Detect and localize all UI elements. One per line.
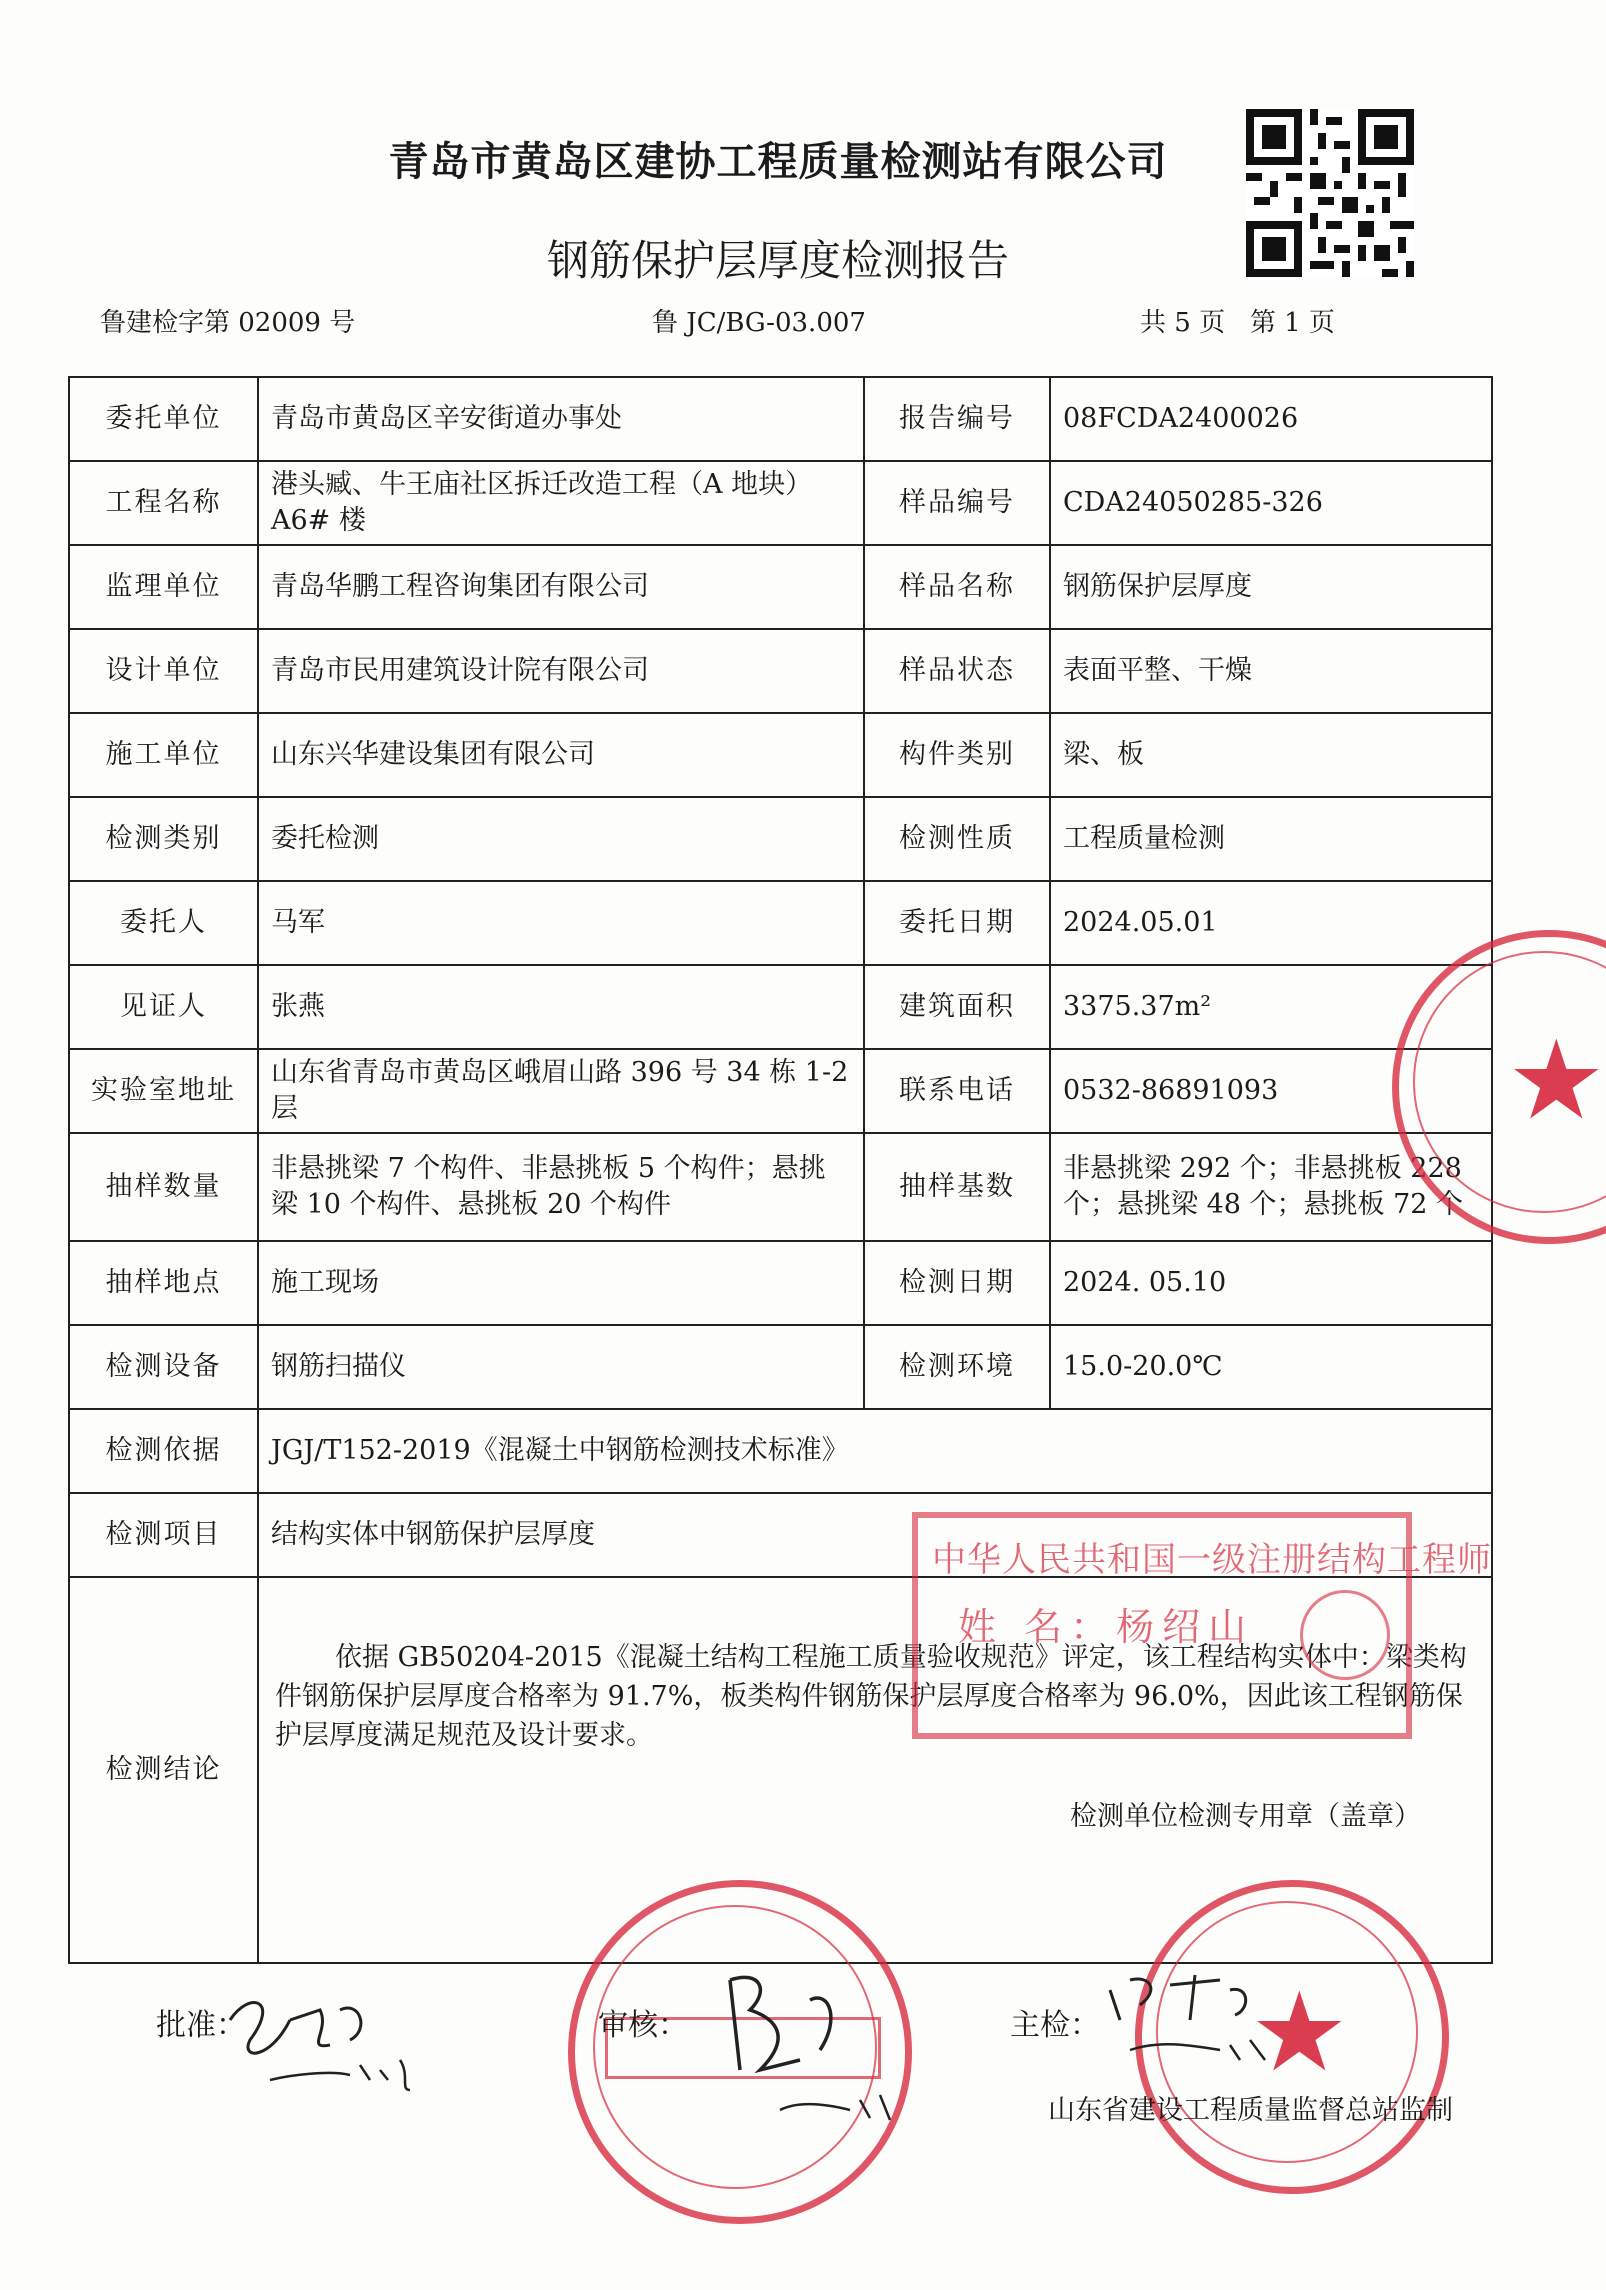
field-value: 工程质量检测 xyxy=(1050,797,1492,881)
field-label: 检测性质 xyxy=(864,797,1050,881)
license-number: 鲁建检字第 02009 号 xyxy=(100,308,356,338)
lead-label: 主检： xyxy=(1010,2008,1100,2043)
field-value: 08FCDA2400026 xyxy=(1050,377,1492,461)
field-value: 钢筋扫描仪 xyxy=(258,1325,864,1409)
page-info: 共 5 页 第 1 页 xyxy=(1140,308,1335,338)
footer-text: 山东省建设工程质量监督总站监制 xyxy=(1048,2095,1453,2126)
basis-label: 检测依据 xyxy=(69,1409,258,1493)
report-title: 钢筋保护层厚度检测报告 xyxy=(546,236,1009,285)
conclusion-label: 检测结论 xyxy=(69,1577,258,1963)
company-name: 青岛市黄岛区建协工程质量检测站有限公司 xyxy=(388,138,1168,185)
table-row xyxy=(69,797,1492,881)
field-label: 检测日期 xyxy=(864,1241,1050,1325)
item-label: 检测项目 xyxy=(69,1493,258,1577)
field-label: 样品编号 xyxy=(864,461,1050,545)
table-row xyxy=(69,1133,1492,1241)
table-row xyxy=(69,461,1492,545)
field-label: 检测环境 xyxy=(864,1325,1050,1409)
field-label: 报告编号 xyxy=(864,377,1050,461)
emblem-icon xyxy=(1300,1590,1390,1680)
inspector-signature xyxy=(1100,1960,1300,2090)
field-value: 施工现场 xyxy=(258,1241,864,1325)
field-value: 张燕 xyxy=(258,965,864,1049)
field-value: 3375.37m² xyxy=(1050,965,1492,1049)
field-label: 抽样数量 xyxy=(69,1133,258,1241)
field-label: 监理单位 xyxy=(69,545,258,629)
field-value: 山东省青岛市黄岛区峨眉山路 396 号 34 栋 1-2 层 xyxy=(258,1049,864,1133)
field-value: 委托检测 xyxy=(258,797,864,881)
seal-note: 检测单位检测专用章（盖章） xyxy=(1070,1801,1421,1833)
star-icon: ★ xyxy=(1250,1968,1349,2096)
field-value: 青岛华鹏工程咨询集团有限公司 xyxy=(258,545,864,629)
table-row xyxy=(69,629,1492,713)
field-label: 委托日期 xyxy=(864,881,1050,965)
engineer-stamp-title: 中华人民共和国一级注册结构工程师 xyxy=(932,1540,1492,1580)
field-label: 设计单位 xyxy=(69,629,258,713)
field-label: 施工单位 xyxy=(69,713,258,797)
approve-label: 批准： xyxy=(156,2008,246,2043)
table-row xyxy=(69,1241,1492,1325)
field-value: 非悬挑梁 7 个构件、非悬挑板 5 个构件；悬挑梁 10 个构件、悬挑板 20 个构件 xyxy=(258,1133,864,1241)
table-row xyxy=(69,881,1492,965)
field-value: 非悬挑梁 292 个；非悬挑板 228 个；悬挑梁 48 个；悬挑板 72 个 xyxy=(1050,1133,1492,1241)
field-value: 青岛市黄岛区辛安街道办事处 xyxy=(258,377,864,461)
field-value: 2024. 05.10 xyxy=(1050,1241,1492,1325)
table-row xyxy=(69,1325,1492,1409)
engineer-stamp-name: 姓 名：杨绍山 xyxy=(958,1605,1255,1649)
field-value: 15.0-20.0℃ xyxy=(1050,1325,1492,1409)
table-row xyxy=(69,713,1492,797)
field-label: 检测设备 xyxy=(69,1325,258,1409)
field-label: 见证人 xyxy=(69,965,258,1049)
table-row xyxy=(69,545,1492,629)
field-value: 梁、板 xyxy=(1050,713,1492,797)
field-value: CDA24050285-326 xyxy=(1050,461,1492,545)
field-label: 样品名称 xyxy=(864,545,1050,629)
item-value: 结构实体中钢筋保护层厚度 xyxy=(258,1493,1492,1577)
table-row xyxy=(69,377,1492,461)
field-value: 马军 xyxy=(258,881,864,965)
star-icon: ★ xyxy=(1507,1016,1606,1144)
engineer-stamp xyxy=(912,1512,1492,1739)
basis-row xyxy=(69,1409,1492,1493)
basis-value: JGJ/T152-2019《混凝土中钢筋检测技术标准》 xyxy=(258,1409,1492,1493)
approver-signature xyxy=(210,1980,440,2100)
table-row xyxy=(69,965,1492,1049)
field-label: 委托单位 xyxy=(69,377,258,461)
form-code: 鲁 JC/BG-03.007 xyxy=(652,308,866,338)
field-label: 实验室地址 xyxy=(69,1049,258,1133)
field-value: 0532-86891093 xyxy=(1050,1049,1492,1133)
qr-code-icon xyxy=(1246,108,1414,278)
field-value: 表面平整、干燥 xyxy=(1050,629,1492,713)
field-label: 建筑面积 xyxy=(864,965,1050,1049)
review-label: 审核： xyxy=(598,2008,688,2043)
field-label: 委托人 xyxy=(69,881,258,965)
field-value: 钢筋保护层厚度 xyxy=(1050,545,1492,629)
field-label: 构件类别 xyxy=(864,713,1050,797)
conclusion-text: 依据 GB50204-2015《混凝土结构工程施工质量验收规范》评定，该工程结构实体中：梁类构件钢筋保护层厚度合格率为 91.7%，板类构件钢筋保护层厚度合格率为 96.0%，因此该工程钢筋保护层厚度满足规范及设计要求。 xyxy=(275,1642,1467,1752)
field-value: 青岛市民用建筑设计院有限公司 xyxy=(258,629,864,713)
field-label: 检测类别 xyxy=(69,797,258,881)
table-row xyxy=(69,1049,1492,1133)
field-label: 样品状态 xyxy=(864,629,1050,713)
reviewer-signature xyxy=(690,1960,920,2130)
field-value: 山东兴华建设集团有限公司 xyxy=(258,713,864,797)
field-label: 工程名称 xyxy=(69,461,258,545)
field-label: 联系电话 xyxy=(864,1049,1050,1133)
field-label: 抽样地点 xyxy=(69,1241,258,1325)
field-label: 抽样基数 xyxy=(864,1133,1050,1241)
field-value: 2024.05.01 xyxy=(1050,881,1492,965)
field-value: 港头臧、牛王庙社区拆迁改造工程（A 地块）A6# 楼 xyxy=(258,461,864,545)
